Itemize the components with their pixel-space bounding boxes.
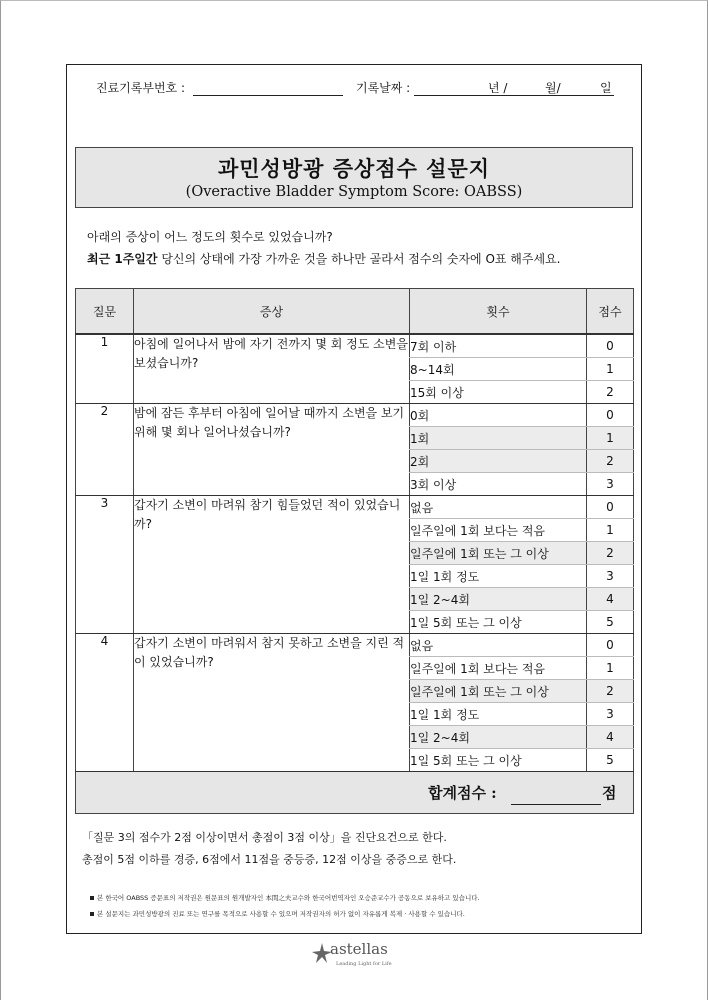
header-symptom: 증상 bbox=[134, 289, 410, 335]
header-question: 질문 bbox=[76, 289, 134, 335]
option-score[interactable]: 5 bbox=[587, 749, 634, 772]
date-month-label: 월/ bbox=[545, 81, 561, 95]
option-score[interactable]: 5 bbox=[587, 611, 634, 634]
option-score[interactable]: 1 bbox=[587, 657, 634, 680]
question-text: 밤에 잠든 후부터 아침에 일어날 때까지 소변을 보기 위해 몇 회나 일어나셨습니까? bbox=[134, 404, 410, 496]
option-score[interactable]: 1 bbox=[587, 427, 634, 450]
total-cell bbox=[76, 772, 634, 814]
table-row[interactable] bbox=[76, 404, 634, 427]
option-score[interactable]: 4 bbox=[587, 588, 634, 611]
option-score[interactable]: 2 bbox=[587, 450, 634, 473]
intro-line-2 bbox=[87, 250, 560, 267]
option-score[interactable]: 0 bbox=[587, 404, 634, 427]
option-label: 3회 이상 bbox=[410, 473, 587, 496]
astellas-logo bbox=[306, 940, 406, 976]
option-label: 일주일에 1회 보다는 적음 bbox=[410, 657, 587, 680]
note-severity: 총점이 5점 이하를 경증, 6점에서 11점을 중등증, 12점 이상을 중증으로 한다. bbox=[82, 853, 457, 866]
question-number: 1 bbox=[76, 334, 134, 404]
question-number: 4 bbox=[76, 634, 134, 772]
copyright-note bbox=[90, 893, 480, 902]
option-label: 일주일에 1회 보다는 적음 bbox=[410, 519, 587, 542]
option-score[interactable]: 4 bbox=[587, 726, 634, 749]
table-row[interactable] bbox=[76, 496, 634, 519]
usage-note bbox=[90, 909, 465, 918]
title-english: (Overactive Bladder Symptom Score: OABSS) bbox=[185, 184, 523, 200]
option-score[interactable]: 1 bbox=[587, 519, 634, 542]
option-label: 없음 bbox=[410, 634, 587, 657]
total-score-unit: 점 bbox=[602, 784, 617, 802]
record-date-label: 기록날짜 : bbox=[356, 81, 411, 95]
option-score[interactable]: 0 bbox=[587, 634, 634, 657]
table-header-row bbox=[76, 289, 634, 335]
usage-text: 본 설문지는 과민성방광의 진료 또는 연구를 목적으로 사용할 수 있으며 저작권자의 허가 없이 자유롭게 복제 · 사용할 수 있습니다. bbox=[97, 910, 465, 918]
option-label: 0회 bbox=[410, 404, 587, 427]
total-score-label: 합계점수 : bbox=[428, 784, 497, 802]
option-score[interactable]: 1 bbox=[587, 358, 634, 381]
option-label: 2회 bbox=[410, 450, 587, 473]
option-score[interactable]: 2 bbox=[587, 542, 634, 565]
record-number-field[interactable] bbox=[193, 95, 343, 96]
logo-wordmark: astellas bbox=[330, 940, 388, 958]
copyright-text: 본 한국어 OABSS 증문표의 저작권은 원문표의 원개발자인 本間之夫교수와 한국어번역자인 오승준교수가 공동으로 보유하고 있습니다. bbox=[97, 894, 480, 902]
table-row[interactable] bbox=[76, 634, 634, 657]
intro-line-2-rest: 당신의 상태에 가장 가까운 것을 하나만 골라서 점수의 숫자에 O표 해주세요. bbox=[157, 252, 561, 266]
date-year-label: 년 / bbox=[488, 81, 508, 95]
option-label: 7회 이하 bbox=[410, 334, 587, 358]
record-date-field[interactable] bbox=[414, 95, 614, 96]
bullet-square-icon bbox=[90, 912, 94, 916]
title-korean: 과민성방광 증상점수 설문지 bbox=[217, 156, 491, 181]
option-label: 8~14회 bbox=[410, 358, 587, 381]
total-row bbox=[76, 772, 634, 814]
option-score[interactable]: 2 bbox=[587, 680, 634, 703]
header-frequency: 횟수 bbox=[410, 289, 587, 335]
option-score[interactable]: 0 bbox=[587, 334, 634, 358]
option-label: 없음 bbox=[410, 496, 587, 519]
intro-line-1: 아래의 증상이 어느 정도의 횟수로 있었습니까? bbox=[87, 230, 333, 244]
bullet-square-icon bbox=[90, 896, 94, 900]
record-number-label: 진료기록부번호 : bbox=[96, 81, 186, 95]
question-number: 3 bbox=[76, 496, 134, 634]
option-score[interactable]: 0 bbox=[587, 496, 634, 519]
option-label: 1일 1회 정도 bbox=[410, 565, 587, 588]
question-text: 갑자기 소변이 마려워 참기 힘들었던 적이 있었습니까? bbox=[134, 496, 410, 634]
option-label: 일주일에 1회 또는 그 이상 bbox=[410, 542, 587, 565]
option-label: 1일 5회 또는 그 이상 bbox=[410, 611, 587, 634]
option-label: 1일 2~4회 bbox=[410, 726, 587, 749]
date-day-label: 일 bbox=[600, 81, 612, 95]
logo-tagline: Leading Light for Life bbox=[336, 961, 392, 967]
option-label: 1일 5회 또는 그 이상 bbox=[410, 749, 587, 772]
question-text: 갑자기 소변이 마려워서 참지 못하고 소변을 지린 적이 있었습니까? bbox=[134, 634, 410, 772]
option-label: 1회 bbox=[410, 427, 587, 450]
option-label: 15회 이상 bbox=[410, 381, 587, 404]
option-label: 1일 1회 정도 bbox=[410, 703, 587, 726]
header-score: 점수 bbox=[587, 289, 634, 335]
title-box bbox=[75, 147, 633, 208]
note-diagnosis: 「질문 3의 점수가 2점 이상이면서 총점이 3점 이상」을 진단요건으로 한다. bbox=[82, 831, 447, 844]
table-row[interactable] bbox=[76, 334, 634, 358]
option-label: 일주일에 1회 또는 그 이상 bbox=[410, 680, 587, 703]
option-label: 1일 2~4회 bbox=[410, 588, 587, 611]
question-text: 아침에 일어나서 밤에 자기 전까지 몇 회 정도 소변을 보셨습니까? bbox=[134, 334, 410, 404]
question-number: 2 bbox=[76, 404, 134, 496]
option-score[interactable]: 3 bbox=[587, 565, 634, 588]
total-score-field[interactable] bbox=[511, 804, 601, 805]
option-score[interactable]: 3 bbox=[587, 703, 634, 726]
option-score[interactable]: 3 bbox=[587, 473, 634, 496]
symptom-table bbox=[75, 288, 634, 814]
option-score[interactable]: 2 bbox=[587, 381, 634, 404]
intro-period-bold: 최근 1주일간 bbox=[87, 252, 158, 266]
